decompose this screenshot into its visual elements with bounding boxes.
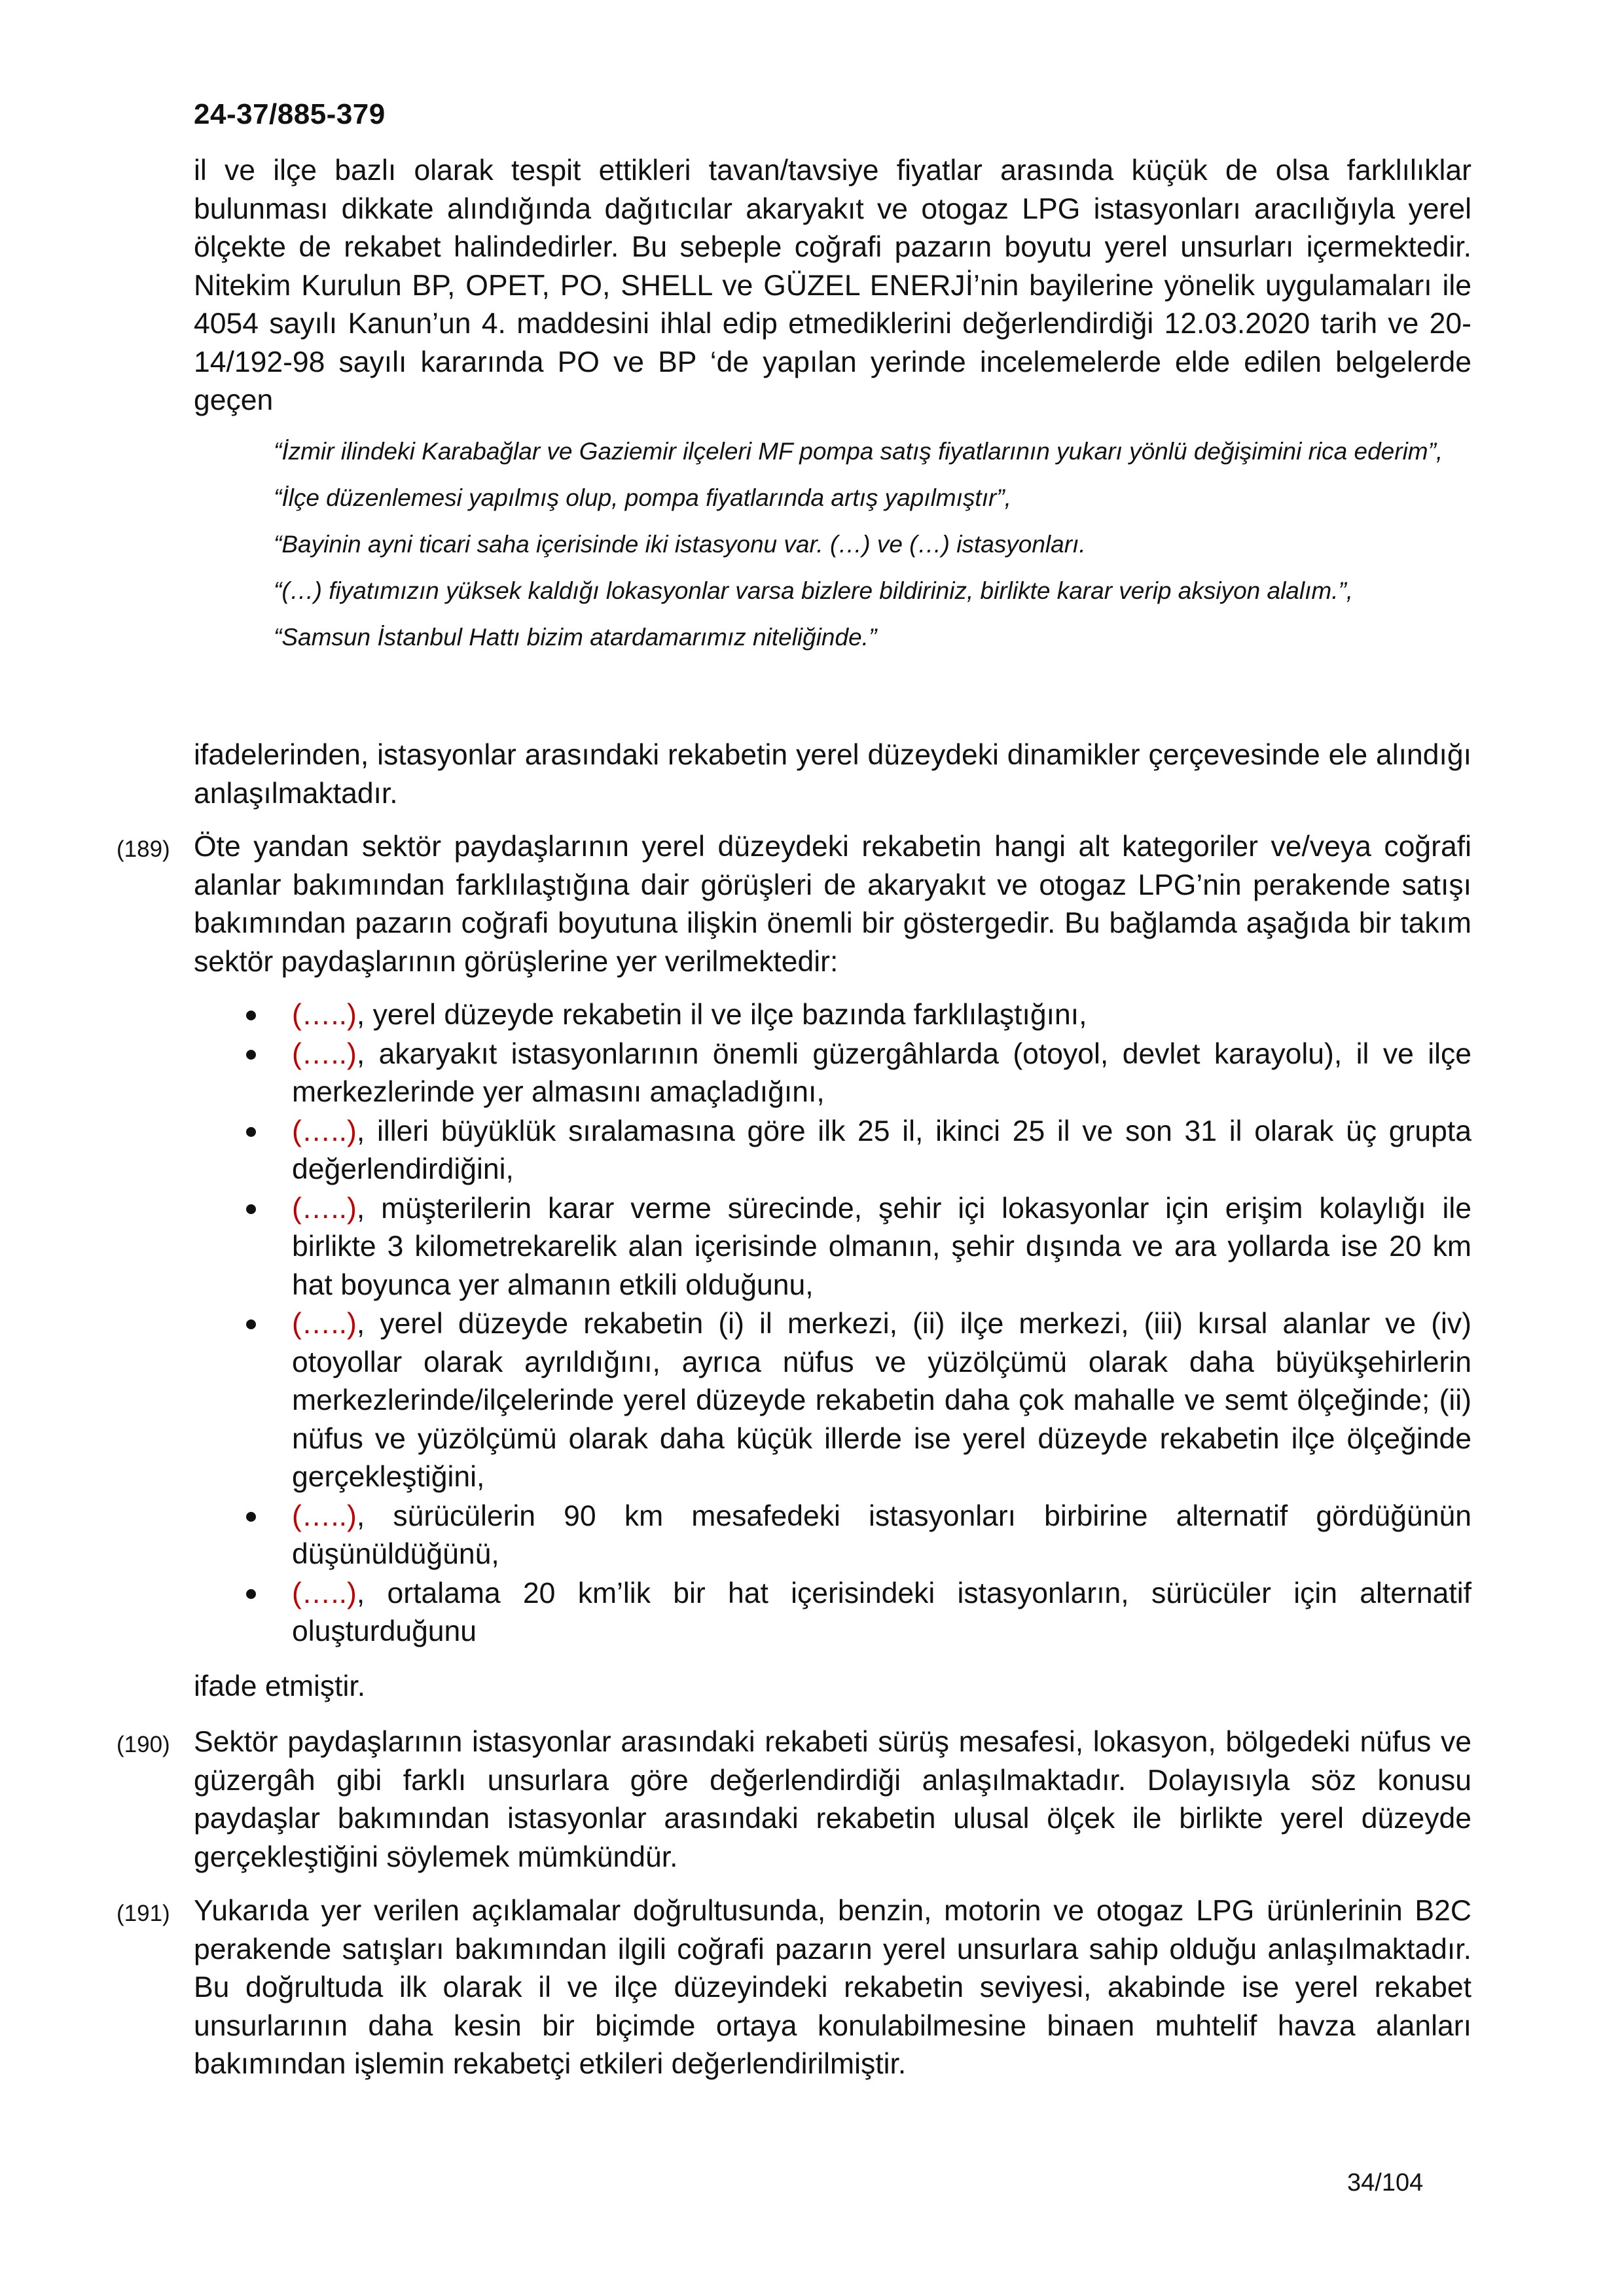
quote-item: “İlçe düzenlemesi yapılmış olup, pompa fiyatlarında artış yapılmıştır”, — [274, 484, 1011, 511]
redacted-marker: (…..) — [292, 1192, 357, 1225]
list-item — [194, 1498, 1471, 1574]
paragraph-number-190: (190) — [117, 1732, 170, 1757]
bullet-icon — [246, 1127, 256, 1137]
quote-item: “(…) fiyatımızın yüksek kaldığı lokasyonlar varsa bizlere bildiriniz, birlikte karar verip aksiyon alalım.”, — [274, 577, 1354, 604]
list-item-text: , sürücülerin 90 km mesafedeki istasyonları birbirine alternatif gördüğünün düşünüldüğünü, — [292, 1499, 1471, 1570]
bullet-icon — [246, 1589, 256, 1599]
list-item-text: , akaryakıt istasyonlarının önemli güzergâhlarda (otoyol, devlet karayolu), il ve ilçe merkezlerinde yer almasını amaçladığını, — [292, 1037, 1471, 1108]
list-item-text: , müşterilerin karar verme sürecinde, şehir içi lokasyonlar için erişim kolaylığı ile birlikte 3 kilometrekarelik alan içerisinde olmanın, şehir dışında ve ara yollarda ise 20 km hat boyunca yer almanın etkili olduğunu, — [292, 1192, 1471, 1301]
list-item — [194, 1113, 1471, 1189]
paragraph-190: Sektör paydaşlarının istasyonlar arasındaki rekabeti sürüş mesafesi, lokasyon, bölgedeki nüfus ve güzergâh gibi farklı unsurlara göre değerlendirdiği anlaşılmaktadır. Dolayısıyla söz konusu paydaşlar bakımından istasyonlar arasındaki rekabetin ulusal ölçek ile birlikte yerel düzeyde gerçekleştiğini söylemek mümkündür. — [194, 1726, 1471, 1873]
quote-item: “Bayinin ayni ticari saha içerisinde iki istasyonu var. (…) ve (…) istasyonları. — [274, 531, 1086, 558]
redacted-marker: (…..) — [292, 1037, 357, 1070]
bullet-icon — [246, 1319, 256, 1329]
redacted-marker: (…..) — [292, 1115, 357, 1147]
list-item — [194, 1035, 1471, 1112]
bullet-icon — [246, 1512, 256, 1522]
redacted-marker: (…..) — [292, 1308, 357, 1340]
quote-item: “İzmir ilindeki Karabağlar ve Gaziemir ilçeleri MF pompa satış fiyatlarının yukarı yönlü değişimini rica ederim”, — [274, 438, 1443, 465]
redacted-marker: (…..) — [292, 1577, 357, 1609]
list-item — [194, 1305, 1471, 1497]
paragraph-191: Yukarıda yer verilen açıklamalar doğrultusunda, benzin, motorin ve otogaz LPG ürünlerinin B2C perakende satışları bakımından ilgili coğrafi pazarın yerel unsurlara sahip olduğu anlaşılmaktadır. Bu doğrultuda ilk olarak il ve ilçe düzeyindeki rekabetin seviyesi, akabinde ise yerel rekabet unsurlarının daha kesin bir biçimde ortaya konulabilmesine binaen muhtelif havza alanları bakımından işlemin rekabetçi etkileri değerlendirilmiştir. — [194, 1895, 1471, 2080]
page-number: 34/104 — [1347, 2169, 1424, 2197]
bullet-icon — [246, 1204, 256, 1214]
bullet-icon — [246, 1011, 256, 1020]
after-bullets-text: ifade etmiştir. — [194, 1670, 366, 1702]
quote-block — [274, 435, 1471, 668]
bullet-icon — [246, 1050, 256, 1060]
list-item — [194, 1575, 1471, 1651]
list-item — [194, 996, 1471, 1035]
redacted-marker: (…..) — [292, 1499, 357, 1532]
list-item-text: , ortalama 20 km’lik bir hat içerisindeki istasyonların, sürücüler için alternatif oluşturduğunu — [292, 1577, 1471, 1647]
paragraph-189: Öte yandan sektör paydaşlarının yerel düzeydeki rekabetin hangi alt kategoriler ve/veya coğrafi alanlar bakımından farklılaştığına dair görüşleri de akaryakıt ve otogaz LPG’nin perakende satışı bakımından pazarın coğrafi boyutuna ilişkin önemli bir göstergedir. Bu bağlamda aşağıda bir takım sektör paydaşlarının görüşlerine yer verilmektedir: — [194, 831, 1471, 978]
quote-item: “Samsun İstanbul Hattı bizim atardamarımız niteliğinde.” — [274, 624, 877, 651]
stakeholder-views-list — [194, 996, 1471, 1652]
list-item-text: , illeri büyüklük sıralamasına göre ilk 25 il, ikinci 25 il ve son 31 il olarak üç grupta değerlendirdiğini, — [292, 1115, 1471, 1185]
paragraph-number-191: (191) — [117, 1901, 170, 1926]
paragraph-number-189: (189) — [117, 836, 170, 862]
intro-paragraph: il ve ilçe bazlı olarak tespit ettikleri tavan/tavsiye fiyatlar arasında küçük de olsa farklılıklar bulunması dikkate alındığında dağıtıcılar akaryakıt ve otogaz LPG istasyonları aracılığıyla yerel ölçekte de rekabet halindedirler. Bu sebeple coğrafi pazarın boyutu yerel unsurları içermektedir. Nitekim Kurulun BP, OPET, PO, SHELL ve GÜZEL ENERJİ’nin bayilerine yönelik uygulamaları ile 4054 sayılı Kanun’un 4. maddesini ihlal edip etmediklerini değerlendirdiği 12.03.2020 tarih ve 20-14/192-98 sayılı kararında PO ve BP ‘de yapılan yerinde incelemelerde elde edilen belgelerde geçen — [194, 154, 1471, 416]
document-number: 24-37/885-379 — [194, 98, 386, 130]
after-quotes-paragraph: ifadelerinden, istasyonlar arasındaki rekabetin yerel düzeydeki dinamikler çerçevesinde ele alındığı anlaşılmaktadır. — [194, 739, 1471, 810]
redacted-marker: (…..) — [292, 999, 357, 1031]
list-item-text: , yerel düzeyde rekabetin il ve ilçe bazında farklılaştığını, — [356, 999, 1087, 1031]
list-item — [194, 1190, 1471, 1305]
list-item-text: , yerel düzeyde rekabetin (i) il merkezi, (ii) ilçe merkezi, (iii) kırsal alanlar ve (iv) otoyollar olarak ayrıldığını, ayrıca nüfus ve yüzölçümü olarak daha büyükşehirlerin merkezlerinde/ilçelerinde yerel düzeyde rekabetin daha çok mahalle ve semt ölçeğinde; (ii) nüfus ve yüzölçümü olarak daha küçük illerde ise yerel düzeyde rekabetin ilçe ölçeğinde gerçekleştiğini, — [292, 1308, 1471, 1493]
